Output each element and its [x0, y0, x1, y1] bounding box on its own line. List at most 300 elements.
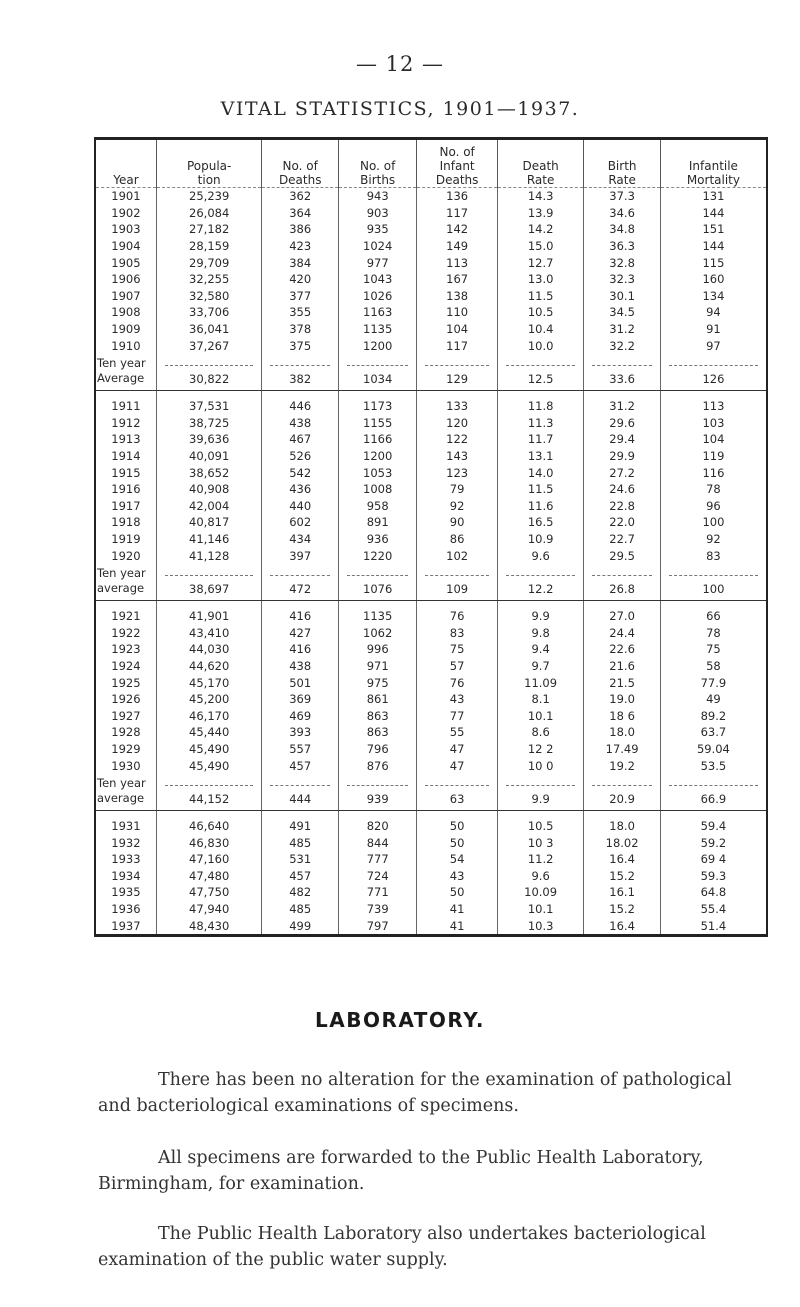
table-cell: 457 [262, 757, 338, 774]
table-cell: 144 [660, 238, 766, 255]
table-cell: 1923 [111, 642, 141, 657]
table-cell: 14.2 [497, 221, 584, 238]
table-cell: 104 [417, 321, 497, 338]
table-cell: 33,706 [156, 304, 262, 321]
table-cell: 15.2 [584, 868, 660, 885]
dash-rule [270, 365, 329, 366]
table-cell: 16.1 [584, 884, 660, 901]
table-cell: 76 [417, 674, 497, 691]
table-cell: 117 [417, 205, 497, 222]
table-row [96, 431, 766, 448]
table-cell: 1922 [111, 625, 141, 640]
table-cell: 78 [660, 624, 766, 641]
gap-cell [262, 600, 338, 608]
gap-cell [584, 810, 660, 818]
table-cell: 1934 [111, 868, 141, 883]
table-cell: 1903 [111, 222, 141, 237]
average-cell: 63 [417, 774, 497, 811]
table-cell: 103 [660, 415, 766, 432]
average-cell: 20.9 [584, 774, 660, 811]
table-row [96, 818, 766, 835]
table-cell: 1919 [111, 531, 141, 546]
table-cell: 53.5 [660, 757, 766, 774]
table-cell: 149 [417, 238, 497, 255]
table-cell: 151 [660, 221, 766, 238]
average-cell: 26.8 [584, 564, 660, 601]
table-cell: 55.4 [660, 901, 766, 918]
table-cell: 9.6 [497, 547, 584, 564]
table-cell: 393 [262, 724, 338, 741]
table-cell: 104 [660, 431, 766, 448]
table-cell: 369 [262, 691, 338, 708]
table-cell: 9.4 [497, 641, 584, 658]
table-cell: 43 [417, 691, 497, 708]
table-cell: 69 4 [660, 851, 766, 868]
table-cell: 79 [417, 481, 497, 498]
table-cell: 47,160 [156, 851, 262, 868]
table-cell: 41 [417, 901, 497, 918]
table-cell: 11.8 [497, 398, 584, 415]
table-cell: 59.2 [660, 834, 766, 851]
table-cell: 491 [262, 818, 338, 835]
table-cell: 1163 [338, 304, 416, 321]
table-cell: 38,652 [156, 464, 262, 481]
table-cell: 28,159 [156, 238, 262, 255]
table-cell: 13.1 [497, 448, 584, 465]
table-cell: 397 [262, 547, 338, 564]
table-cell: 16.4 [584, 917, 660, 934]
table-cell: 133 [417, 398, 497, 415]
average-cell: 1076 [338, 564, 416, 601]
table-cell: 26,084 [156, 205, 262, 222]
table-cell: 1053 [338, 464, 416, 481]
table-cell: 54 [417, 851, 497, 868]
average-cell: 126 [660, 354, 766, 391]
table-cell: 11.6 [497, 498, 584, 515]
table-cell: 18.0 [584, 724, 660, 741]
table-cell: 467 [262, 431, 338, 448]
table-cell: 1924 [111, 658, 141, 673]
table-cell: 1902 [111, 205, 141, 220]
table-row [96, 868, 766, 885]
table-cell: 31.2 [584, 321, 660, 338]
table-cell: 1135 [338, 321, 416, 338]
table-cell: 1917 [111, 498, 141, 513]
table-cell: 446 [262, 398, 338, 415]
table-cell: 120 [417, 415, 497, 432]
table-cell: 1935 [111, 885, 141, 900]
table-cell: 77.9 [660, 674, 766, 691]
table-cell: 113 [660, 398, 766, 415]
gap-cell [156, 600, 262, 608]
table-cell: 936 [338, 531, 416, 548]
table-cell: 43 [417, 868, 497, 885]
table-cell: 50 [417, 834, 497, 851]
table-cell: 11.5 [497, 481, 584, 498]
table-cell: 45,490 [156, 757, 262, 774]
table-row [96, 641, 766, 658]
dash-rule [669, 365, 758, 366]
gap-cell [660, 810, 766, 818]
table-cell: 63.7 [660, 724, 766, 741]
table-cell: 499 [262, 917, 338, 934]
table-cell: 958 [338, 498, 416, 515]
table-cell: 9.9 [497, 608, 584, 625]
table-row [96, 254, 766, 271]
table-row [96, 514, 766, 531]
dash-rule [506, 785, 576, 786]
group-gap [96, 600, 766, 608]
group-gap [96, 810, 766, 818]
table-cell: 777 [338, 851, 416, 868]
table-cell: 438 [262, 415, 338, 432]
table-cell: 144 [660, 205, 766, 222]
table-cell: 1915 [111, 465, 141, 480]
table-cell: 110 [417, 304, 497, 321]
table-cell: 1200 [338, 337, 416, 354]
table-cell: 1914 [111, 449, 141, 464]
table-cell: 59.4 [660, 818, 766, 835]
table-cell: 37,531 [156, 398, 262, 415]
table-cell: 43,410 [156, 624, 262, 641]
dash-rule [669, 575, 758, 576]
table-cell: 92 [417, 498, 497, 515]
table-cell: 102 [417, 547, 497, 564]
table-cell: 1916 [111, 482, 141, 497]
table-row [96, 448, 766, 465]
table-row [96, 624, 766, 641]
table-cell: 45,200 [156, 691, 262, 708]
table-cell: 1929 [111, 741, 141, 756]
table-row [96, 917, 766, 934]
table-cell: 21.6 [584, 658, 660, 675]
table-cell: 13.0 [497, 271, 584, 288]
table-cell: 57 [417, 658, 497, 675]
average-row [96, 774, 766, 811]
table-row [96, 707, 766, 724]
table-cell: 47 [417, 757, 497, 774]
gap-cell [497, 810, 584, 818]
table-cell: 46,830 [156, 834, 262, 851]
table-cell: 416 [262, 608, 338, 625]
table-cell: 44,620 [156, 658, 262, 675]
table-cell: 92 [660, 531, 766, 548]
table-cell: 1908 [111, 305, 141, 320]
vital-statistics-table [94, 137, 768, 937]
dash-rule [270, 785, 329, 786]
table-body [96, 188, 766, 934]
table-cell: 134 [660, 288, 766, 305]
average-cell: 66.9 [660, 774, 766, 811]
table-cell: 47,480 [156, 868, 262, 885]
table-cell: 25,239 [156, 188, 262, 205]
table-row [96, 674, 766, 691]
table-cell: 903 [338, 205, 416, 222]
dash-rule [165, 785, 254, 786]
table-cell: 13.9 [497, 205, 584, 222]
average-cell: 1034 [338, 354, 416, 391]
column-header: Infantile Mortality [660, 140, 766, 188]
table-cell: 38,725 [156, 415, 262, 432]
table-cell: 1906 [111, 272, 141, 287]
table-cell: 386 [262, 221, 338, 238]
table-cell: 50 [417, 884, 497, 901]
table-cell: 1926 [111, 692, 141, 707]
table-cell: 11.2 [497, 851, 584, 868]
gap-cell [96, 390, 156, 398]
table-cell: 9.7 [497, 658, 584, 675]
gap-cell [338, 600, 416, 608]
table-cell: 1920 [111, 548, 141, 563]
table-cell: 1909 [111, 322, 141, 337]
table-row [96, 288, 766, 305]
table-cell: 50 [417, 818, 497, 835]
gap-cell [660, 600, 766, 608]
gap-cell [417, 390, 497, 398]
table-cell: 29.4 [584, 431, 660, 448]
table-cell: 364 [262, 205, 338, 222]
table-cell: 76 [417, 608, 497, 625]
dash-rule [506, 365, 576, 366]
table-cell: 116 [660, 464, 766, 481]
table-cell: 531 [262, 851, 338, 868]
dash-rule [592, 365, 651, 366]
table-cell: 1220 [338, 547, 416, 564]
table-cell: 32.3 [584, 271, 660, 288]
table-row [96, 238, 766, 255]
table-cell: 375 [262, 337, 338, 354]
table-cell: 10.1 [497, 707, 584, 724]
table-cell: 32,255 [156, 271, 262, 288]
table-cell: 59.3 [660, 868, 766, 885]
table-cell: 41,146 [156, 531, 262, 548]
table-cell: 11.5 [497, 288, 584, 305]
table-cell: 436 [262, 481, 338, 498]
average-cell: 472 [262, 564, 338, 601]
table-cell: 362 [262, 188, 338, 205]
table-cell: 1913 [111, 432, 141, 447]
table-cell: 29.6 [584, 415, 660, 432]
table-cell: 1062 [338, 624, 416, 641]
table-cell: 10.3 [497, 917, 584, 934]
gap-cell [262, 810, 338, 818]
gap-cell [96, 810, 156, 818]
laboratory-paragraph: There has been no alteration for the examination of pathological and bacteriological examinations of specimens. [98, 1069, 732, 1116]
table-cell: 943 [338, 188, 416, 205]
table-cell: 1911 [111, 399, 141, 414]
table-cell: 1008 [338, 481, 416, 498]
average-cell: 30,822 [156, 354, 262, 391]
table-cell: 1925 [111, 675, 141, 690]
table-cell: 136 [417, 188, 497, 205]
table-cell: 891 [338, 514, 416, 531]
table-cell: 10.5 [497, 304, 584, 321]
table-cell: 32,580 [156, 288, 262, 305]
table-cell: 83 [660, 547, 766, 564]
table-cell: 1936 [111, 902, 141, 917]
average-cell: 444 [262, 774, 338, 811]
table-cell: 863 [338, 724, 416, 741]
table-cell: 1932 [111, 835, 141, 850]
gap-cell [417, 600, 497, 608]
table-cell: 59.04 [660, 741, 766, 758]
table-cell: 22.8 [584, 498, 660, 515]
average-cell: 129 [417, 354, 497, 391]
average-cell: 44,152 [156, 774, 262, 811]
dash-rule [592, 785, 651, 786]
table-cell: 10.1 [497, 901, 584, 918]
table-cell: 797 [338, 917, 416, 934]
table-cell: 1904 [111, 239, 141, 254]
table-cell: 771 [338, 884, 416, 901]
table-cell: 557 [262, 741, 338, 758]
table-cell: 1135 [338, 608, 416, 625]
table-cell: 18.02 [584, 834, 660, 851]
table-cell: 975 [338, 674, 416, 691]
dash-rule [506, 575, 576, 576]
table-header-row [96, 140, 766, 188]
table-cell: 29.9 [584, 448, 660, 465]
table-cell: 41 [417, 917, 497, 934]
table-row [96, 337, 766, 354]
table-cell: 15.2 [584, 901, 660, 918]
table-cell: 526 [262, 448, 338, 465]
table-cell: 119 [660, 448, 766, 465]
dash-rule [347, 365, 408, 366]
table-cell: 863 [338, 707, 416, 724]
table-cell: 355 [262, 304, 338, 321]
table-cell: 47,750 [156, 884, 262, 901]
table-cell: 996 [338, 641, 416, 658]
table-cell: 22.6 [584, 641, 660, 658]
page-number: — 12 — [355, 52, 445, 76]
table-row [96, 398, 766, 415]
table-cell: 138 [417, 288, 497, 305]
table-cell: 1927 [111, 708, 141, 723]
average-row [96, 564, 766, 601]
table-cell: 501 [262, 674, 338, 691]
dash-rule [165, 575, 254, 576]
table-cell: 10.5 [497, 818, 584, 835]
table-cell: 9.8 [497, 624, 584, 641]
table-cell: 377 [262, 288, 338, 305]
table-cell: 27,182 [156, 221, 262, 238]
table-cell: 1912 [111, 415, 141, 430]
table-cell: 34.5 [584, 304, 660, 321]
table-cell: 457 [262, 868, 338, 885]
average-cell: 109 [417, 564, 497, 601]
table-cell: 45,490 [156, 741, 262, 758]
table-cell: 83 [417, 624, 497, 641]
table-cell: 378 [262, 321, 338, 338]
table-cell: 8.6 [497, 724, 584, 741]
gap-cell [156, 810, 262, 818]
table-cell: 41,901 [156, 608, 262, 625]
table-cell: 21.5 [584, 674, 660, 691]
table-cell: 12 2 [497, 741, 584, 758]
column-header: Year [96, 140, 156, 188]
table-cell: 420 [262, 271, 338, 288]
table-cell: 482 [262, 884, 338, 901]
table-cell: 22.7 [584, 531, 660, 548]
table-cell: 39,636 [156, 431, 262, 448]
gap-cell [156, 390, 262, 398]
table-cell: 55 [417, 724, 497, 741]
table-cell: 40,091 [156, 448, 262, 465]
table-row [96, 884, 766, 901]
table-row [96, 834, 766, 851]
table-cell: 91 [660, 321, 766, 338]
laboratory-heading: LABORATORY. [314, 1008, 485, 1032]
column-header: Death Rate [497, 140, 584, 188]
dash-rule [425, 365, 488, 366]
table-cell: 820 [338, 818, 416, 835]
average-cell: 33.6 [584, 354, 660, 391]
table-cell: 14.3 [497, 188, 584, 205]
table-cell: 113 [417, 254, 497, 271]
table-cell: 78 [660, 481, 766, 498]
gap-cell [262, 390, 338, 398]
table-cell: 1043 [338, 271, 416, 288]
table-cell: 40,817 [156, 514, 262, 531]
dash-rule [425, 785, 488, 786]
table-cell: 602 [262, 514, 338, 531]
table-cell: 485 [262, 834, 338, 851]
page-title: VITAL STATISTICS, 1901—1937. [220, 98, 580, 120]
table-cell: 34.6 [584, 205, 660, 222]
table-cell: 10.0 [497, 337, 584, 354]
table-cell: 64.8 [660, 884, 766, 901]
table-cell: 117 [417, 337, 497, 354]
table-cell: 971 [338, 658, 416, 675]
table-cell: 123 [417, 464, 497, 481]
table-cell: 75 [417, 641, 497, 658]
table-cell: 1026 [338, 288, 416, 305]
table-cell: 77 [417, 707, 497, 724]
average-cell: 9.9 [497, 774, 584, 811]
table-cell: 46,170 [156, 707, 262, 724]
table-cell: 96 [660, 498, 766, 515]
table-cell: 469 [262, 707, 338, 724]
average-label: Ten year average [96, 564, 156, 601]
table-cell: 15.0 [497, 238, 584, 255]
table-cell: 29.5 [584, 547, 660, 564]
gap-cell [338, 390, 416, 398]
table-row [96, 608, 766, 625]
table-cell: 9.6 [497, 868, 584, 885]
table-cell: 131 [660, 188, 766, 205]
table-cell: 97 [660, 337, 766, 354]
table-cell: 876 [338, 757, 416, 774]
table-cell: 122 [417, 431, 497, 448]
dash-rule [270, 575, 329, 576]
table-cell: 44,030 [156, 641, 262, 658]
table-cell: 1928 [111, 725, 141, 740]
group-gap [96, 390, 766, 398]
table-row [96, 741, 766, 758]
table-cell: 36,041 [156, 321, 262, 338]
dash-rule [669, 785, 758, 786]
table-cell: 1921 [111, 609, 141, 624]
average-label: Ten year average [96, 774, 156, 811]
table-row [96, 547, 766, 564]
table-cell: 37,267 [156, 337, 262, 354]
table-cell: 90 [417, 514, 497, 531]
table-cell: 1173 [338, 398, 416, 415]
table-cell: 10 3 [497, 834, 584, 851]
gap-cell [338, 810, 416, 818]
table-cell: 739 [338, 901, 416, 918]
